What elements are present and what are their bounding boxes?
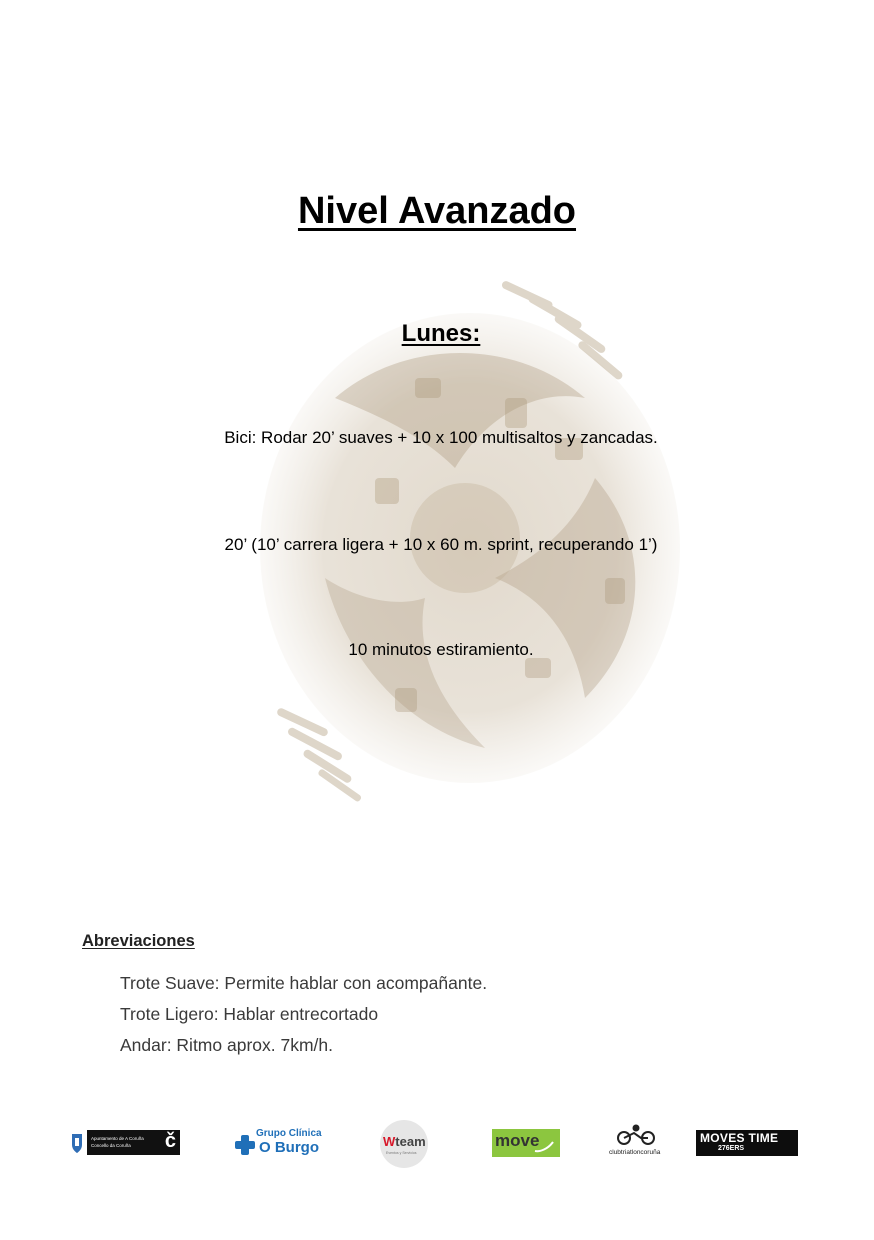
wteam-sub: Eventos y Servicios bbox=[386, 1151, 417, 1155]
triathlon-icon bbox=[611, 1123, 661, 1147]
moves-time-line1: MOVES TIME bbox=[700, 1131, 779, 1145]
grupo-clinica-logo bbox=[234, 1128, 326, 1160]
concello-line2: Concello da Coruña bbox=[91, 1143, 131, 1148]
moves-time-logo bbox=[696, 1130, 798, 1156]
clinica-line1: Grupo Clínica bbox=[256, 1128, 322, 1139]
concello-mark: č bbox=[164, 1130, 176, 1152]
workout-line-estiramiento: 10 minutos estiramiento. bbox=[348, 640, 534, 659]
page-title: Nivel Avanzado bbox=[297, 190, 577, 232]
abbreviation-item: Trote Suave: Permite hablar con acompañante. bbox=[120, 973, 488, 993]
move-logo bbox=[492, 1129, 560, 1157]
abbreviation-item: Andar: Ritmo aprox. 7km/h. bbox=[120, 1035, 333, 1055]
wteam-logo bbox=[380, 1120, 430, 1168]
abbreviations-heading: Abreviaciones bbox=[82, 932, 195, 950]
move-text: move bbox=[495, 1131, 540, 1150]
workout-line-bici: Bici: Rodar 20’ suaves + 10 x 100 multisaltos y zancadas. bbox=[224, 428, 658, 447]
shield-icon bbox=[70, 1132, 84, 1154]
concello-coruna-logo bbox=[70, 1130, 180, 1156]
concello-line1: Apuntamento de A Coruña bbox=[91, 1136, 144, 1141]
sponsor-logos bbox=[0, 1115, 874, 1175]
wteam-team: team bbox=[395, 1134, 426, 1149]
swoosh-icon bbox=[534, 1141, 554, 1153]
club-text: clubtriatloncoruña bbox=[609, 1149, 661, 1156]
wteam-w: W bbox=[383, 1134, 396, 1149]
workout-line-carrera: 20’ (10’ carrera ligera + 10 x 60 m. sprint, recuperando 1’) bbox=[224, 535, 658, 554]
clinica-line2: O Burgo bbox=[259, 1139, 319, 1156]
club-triatlon-logo bbox=[608, 1123, 664, 1161]
medical-cross-icon bbox=[234, 1134, 256, 1156]
abbreviation-item: Trote Ligero: Hablar entrecortado bbox=[120, 1004, 379, 1024]
day-heading: Lunes: bbox=[401, 320, 481, 347]
moves-time-line2: 276ERS bbox=[718, 1145, 745, 1152]
